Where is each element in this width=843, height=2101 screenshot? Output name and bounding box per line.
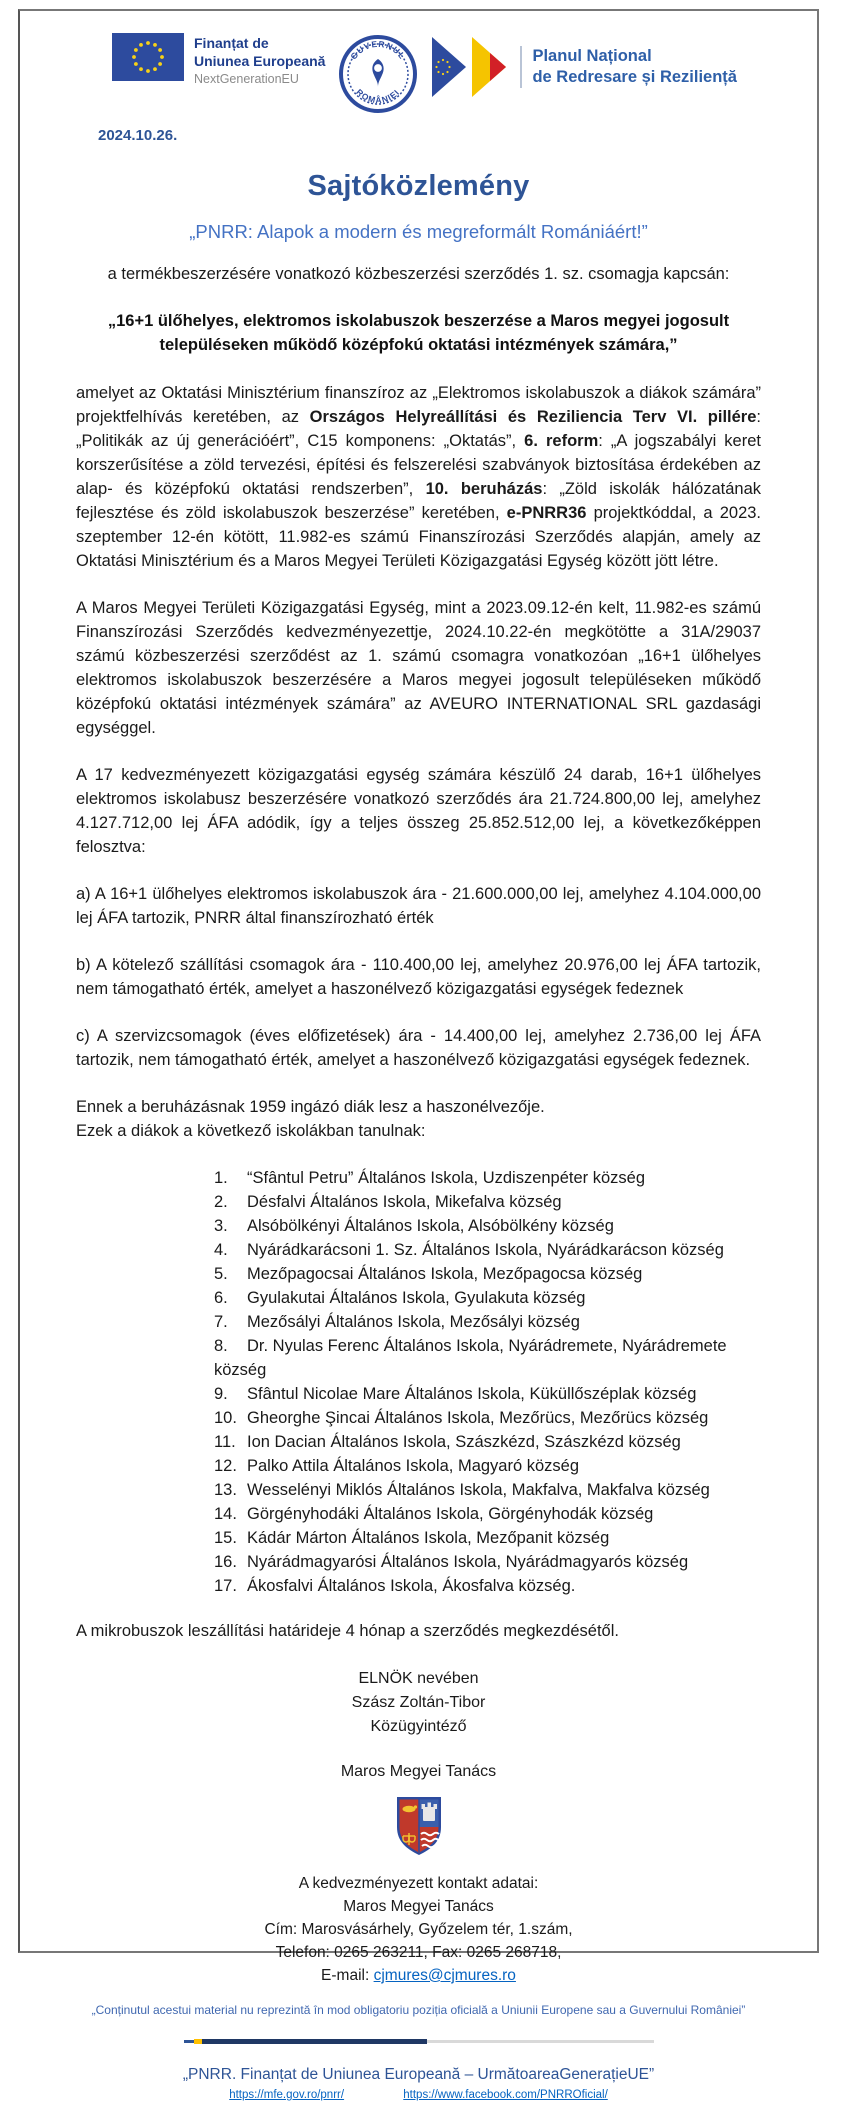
list-item: 15. Kádár Márton Általános Iskola, Mezőpanit község [214, 1528, 610, 1547]
paragraph-price: A 17 kedvezményezett közigazgatási egység számára készülő 24 darab, 16+1 ülőhelyes elektromos iskolabusz beszerzésére vonatkozó szerződés ára 21.724.800,00 lej, amelyhez 4.127.712,00 lej ÁFA adódik, így a teljes összeg 25.852.512,00 lej, a következőképpen felosztva: [76, 765, 761, 856]
list-item: 4. Nyárádkarácsoni 1. Sz. Általános Iskola, Nyárádkarácson község [214, 1240, 724, 1259]
list-item: 3. Alsóbölkényi Általános Iskola, Alsóbölkény község [214, 1216, 614, 1235]
contract-headline: „16+1 ülőhelyes, elektromos iskolabuszok beszerzése a Maros megyei jogosult településeken működő középfokú oktatási intézmények számára,” [107, 312, 730, 354]
list-item: 16. Nyárádmagyarósi Általános Iskola, Nyárádmagyarós község [214, 1552, 689, 1571]
list-item: 10. Gheorghe Şincai Általános Iskola, Mezőrücs, Mezőrücs község [214, 1408, 709, 1427]
contact-heading: A kedvezményezett kontakt adatai: [298, 1874, 539, 1892]
paragraph-item-b: b) A kötelező szállítási csomagok ára - 110.400,00 lej, amelyhez 20.976,00 lej ÁFA tartozik, nem támogatható érték, amelyet a haszonélvező közigazgatási egységek fedeznek [76, 955, 761, 998]
contact-phone: Telefon: 0265 263211, Fax: 0265 268718, [275, 1943, 562, 1961]
signature-line: ELNÖK nevében [358, 1669, 479, 1687]
email-label: E-mail: [321, 1966, 374, 1984]
beneficiary-line1: Ennek a beruházásnak 1959 ingázó diák lesz a haszonélvezője. [76, 1097, 545, 1116]
eu-funding-line3: NextGenerationEU [194, 72, 299, 86]
list-item: 6. Gyulakutai Általános Iskola, Gyulakuta község [214, 1288, 586, 1307]
paragraph-beneficiaries [76, 1095, 761, 1143]
list-item: 12. Palko Attila Általános Iskola, Magyaró község [214, 1456, 580, 1475]
svg-text:ROMÂNIEI: ROMÂNIEI [354, 86, 402, 106]
list-item: 1. “Sfântul Petru” Általános Iskola, Uzdiszenpéter község [214, 1168, 646, 1187]
paragraph-item-c: c) A szervizcsomagok (éves előfizetések) ára - 14.400,00 lej, amelyhez 2.736,00 lej ÁFA tartozik, nem támogatható érték, amelyet a haszonélvező közigazgatási egységek fedeznek. [76, 1026, 761, 1069]
eu-funding-line2: Uniunea Europeană [194, 52, 326, 69]
list-item: 11. Ion Dacian Általános Iskola, Szászkézd, Szászkézd község [214, 1432, 681, 1451]
eu-flag-icon [112, 33, 184, 81]
crest-wrap [76, 1795, 761, 1862]
eu-funding-line1: Finanțat de [194, 35, 269, 51]
beneficiary-line2: Ezek a diákok a következő iskolákban tanulnak: [76, 1121, 426, 1140]
list-item: 8. Dr. Nyulas Ferenc Általános Iskola, Nyárádremete, Nyárádremete község [214, 1336, 727, 1379]
paragraph-contract: A Maros Megyei Területi Közigazgatási Egység, mint a 2023.09.12-én kelt, 11.982-es számú Finanszírozási Szerződés kedvezményezettje, 2024.10.22-én megkötötte a 31A/29037 számú közbeszerzési szerződést az 1. számú csomagra vonatkozóan „16+1 ülőhelyes elektromos iskolabuszok beszerzésére a Maros megyei jogosult településeken működő középfokú oktatási intézmények számára” az AVEURO INTERNATIONAL SRL gazdasági egységgel. [76, 598, 761, 737]
pnrr-logo-text [520, 46, 737, 87]
facebook-pnrr-link[interactable]: https://www.facebook.com/PNRROficial/ [403, 2088, 608, 2101]
page-title: Sajtóközlemény [307, 170, 530, 202]
press-release-page [18, 9, 819, 2101]
eu-funding-text [194, 33, 325, 88]
paragraph-funding: amelyet az Oktatási Minisztérium finanszíroz az „Elektromos iskolabuszok a diákok számára” projektfelhívás keretében, az Országos Helyreállítási és Reziliencia Terv VI. pillére: „Politikák az új generációért”, C15 komponens: „Oktatás”, 6. reform: „A jogszabályi keret korszerűsítése a zöld tervezési, építési és felszerelési szabványok biztosítása érdekében az alap- és középfokú oktatási rendszerben”, 10. beruházás: „Zöld iskolák hálózatának fejlesztése és zöld iskolabuszok beszerzése” keretében, e-PNRR36 projektkóddal, a 2023. szeptember 12-én kötött, 11.982-es számú Finanszírozási Szerződés alapján, amely az Oktatási Minisztérium és a Maros Megyei Területi Közigazgatási Egység között jött létre. [76, 383, 762, 570]
mures-county-coat-of-arms-icon [395, 1795, 443, 1857]
contact-block [76, 1872, 761, 1987]
list-item: 5. Mezőpagocsai Általános Iskola, Mezőpagocsa község [214, 1264, 643, 1283]
contact-email-row [76, 1964, 761, 1987]
pnrr-logo-line1: Planul Național [532, 47, 652, 66]
divider-blue-bar [202, 2039, 427, 2044]
release-date: 2024.10.26. [98, 127, 178, 144]
intro-line: a termékbeszerzésére vonatkozó közbeszerzési szerződés 1. sz. csomagja kapcsán: [107, 265, 730, 283]
pnrr-logo [430, 33, 737, 101]
list-item: 14. Görgényhodáki Általános Iskola, Görgényhodák község [214, 1504, 654, 1523]
signature-line: Közügyintéző [370, 1717, 467, 1735]
email-link[interactable]: cjmures@cjmures.ro [373, 1966, 516, 1984]
list-item: 7. Mezősályi Általános Iskola, Mezősályi község [214, 1312, 580, 1331]
footer-divider [184, 2039, 654, 2044]
pnrr-logo-line2: de Redresare și Reziliență [532, 68, 737, 86]
footer-links [76, 2089, 761, 2101]
eu-funding-logo [112, 33, 325, 88]
council-name: Maros Megyei Tanács [340, 1762, 497, 1780]
list-item: 9. Sfântul Nicolae Mare Általános Iskola, Küküllőszéplak község [214, 1384, 697, 1403]
signature-line: Szász Zoltán-Tibor [351, 1693, 486, 1711]
list-item: 17. Ákosfalvi Általános Iskola, Ákosfalva község. [214, 1576, 576, 1595]
pnrr-arrows-icon [430, 33, 510, 101]
romanian-government-seal-icon [339, 35, 417, 113]
list-item: 2. Désfalvi Általános Iskola, Mikefalva község [214, 1192, 562, 1211]
delivery-note: A mikrobuszok leszállítási határideje 4 hónap a szerződés megkezdésétől. [76, 1621, 619, 1640]
signature-block [76, 1667, 761, 1739]
svg-text:GUVERNUL: GUVERNUL [348, 38, 408, 62]
contact-org: Maros Megyei Tanács [343, 1897, 494, 1915]
divider-gray-bar [427, 2040, 654, 2043]
mfe-pnrr-link[interactable]: https://mfe.gov.ro/pnrr/ [229, 2088, 345, 2101]
divider-dash [184, 2040, 194, 2043]
paragraph-item-a: a) A 16+1 ülőhelyes elektromos iskolabuszok ára - 21.600.000,00 lej, amelyhez 4.104.000,00 lej ÁFA tartozik, PNRR által finanszírozható érték [76, 884, 761, 927]
schools-list [76, 1166, 761, 1598]
subtitle: „PNRR: Alapok a modern és megreformált Romániáért!” [189, 221, 648, 242]
contact-address: Cím: Marosvásárhely, Győzelem tér, 1.szám, [264, 1920, 573, 1938]
footer-slogan: „PNRR. Finanțat de Uniunea Europeană – UrmătoareaGenerațieUE” [182, 2065, 655, 2083]
divider-yellow-dot [194, 2039, 202, 2044]
disclaimer-text: „Conținutul acestui material nu reprezintă în mod obligatoriu poziția oficială a Uniunii Europene sau a Guvernului României” [91, 2002, 746, 2017]
list-item: 13. Wesselényi Miklós Általános Iskola, Makfalva, Makfalva község [214, 1480, 710, 1499]
header-logo-row [76, 33, 761, 119]
